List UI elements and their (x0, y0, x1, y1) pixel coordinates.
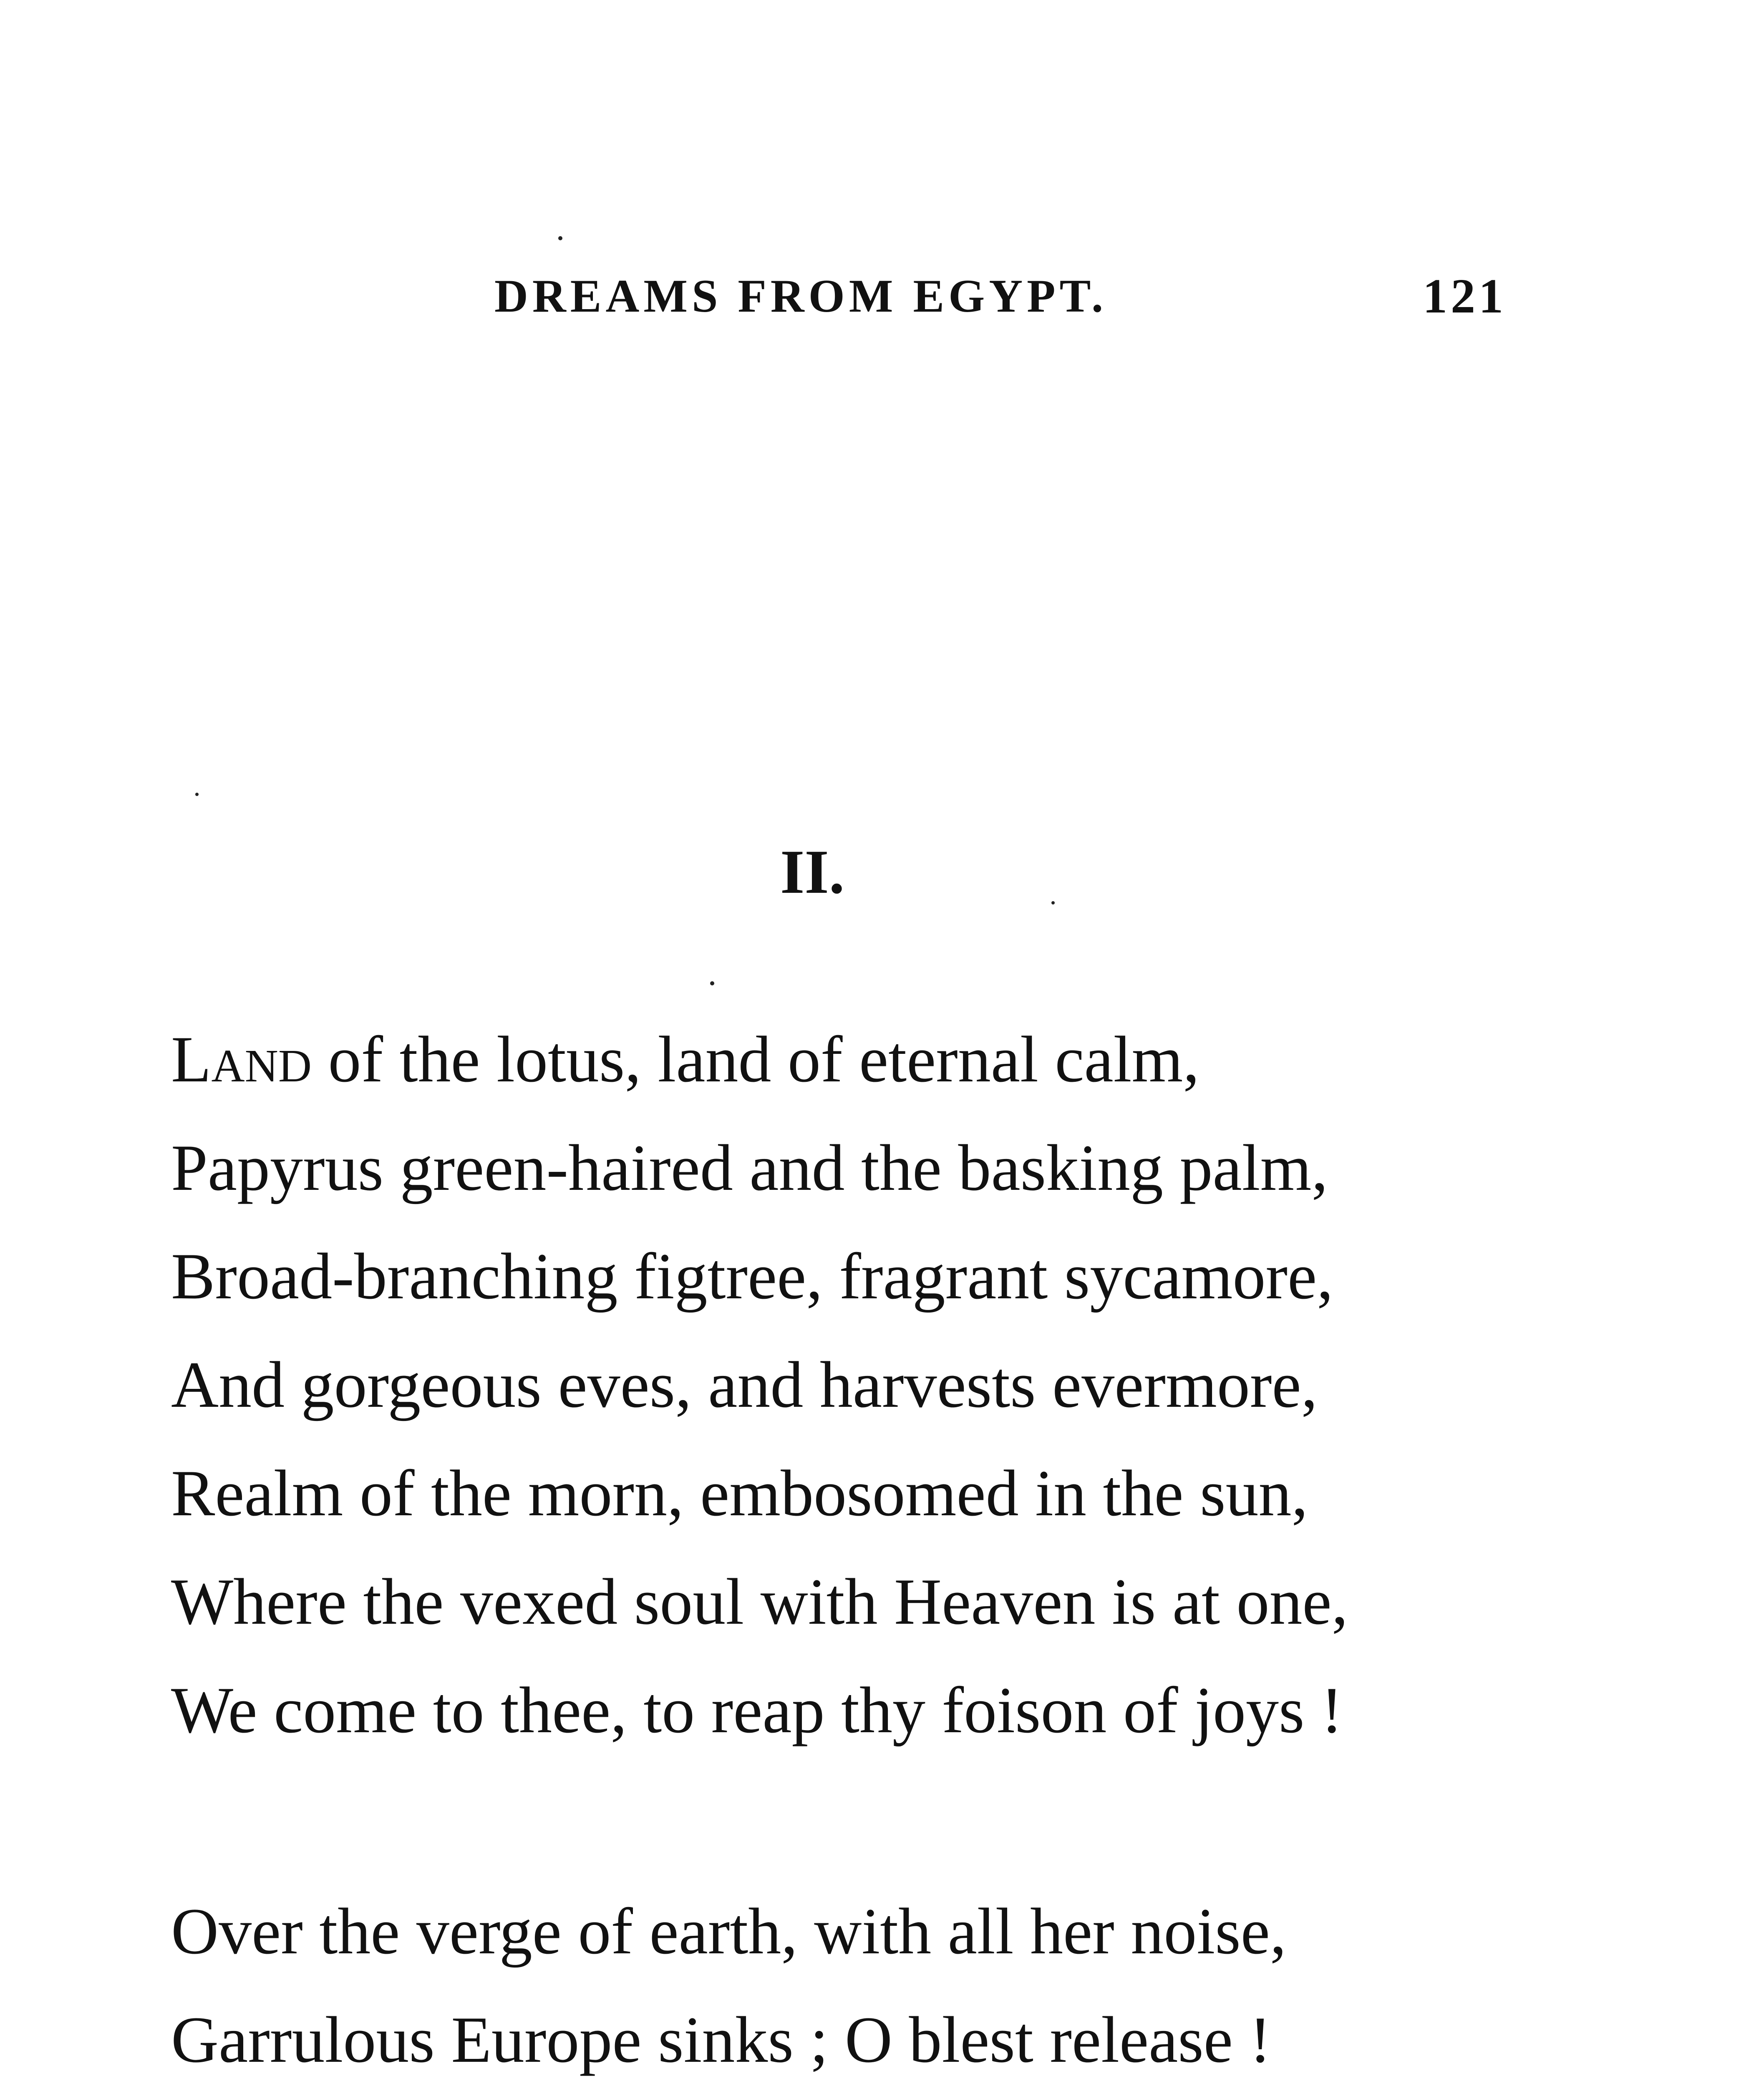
scan-speck (558, 236, 562, 240)
verse-line-2: Papyrus green-haired and the basking palm, (171, 1131, 1328, 1204)
section-number: II. (780, 837, 845, 907)
stanza-2 (171, 1877, 1631, 2086)
stanza-1 (171, 1005, 1631, 1765)
scan-speck (710, 981, 714, 985)
verse-line-1-lead: Land (171, 1023, 312, 1096)
verse-line-7: We come to thee, to reap thy foison of joys ! (171, 1674, 1343, 1747)
verse-line-6: Where the vexed soul with Heaven is at one, (171, 1565, 1348, 1638)
verse-line-4: And gorgeous eves, and harvests evermore, (171, 1348, 1318, 1421)
verse-line-5: Realm of the morn, embosomed in the sun, (171, 1457, 1308, 1530)
verse-line-8: Over the verge of earth, with all her noise, (171, 1895, 1287, 1968)
verse-line-3: Broad-branching figtree, fragrant sycamore, (171, 1240, 1333, 1313)
verse-line-9: Garrulous Europe sinks ; O blest release ! (171, 2003, 1272, 2076)
running-head (0, 267, 1764, 325)
scan-speck (1051, 901, 1055, 904)
scan-speck (195, 793, 199, 796)
page-number: 121 (1423, 269, 1507, 323)
running-title: DREAMS FROM EGYPT. (494, 270, 1107, 322)
verse-line-1 (171, 1005, 1631, 1114)
verse-line-1-rest: of the lotus, land of eternal calm, (312, 1023, 1200, 1096)
